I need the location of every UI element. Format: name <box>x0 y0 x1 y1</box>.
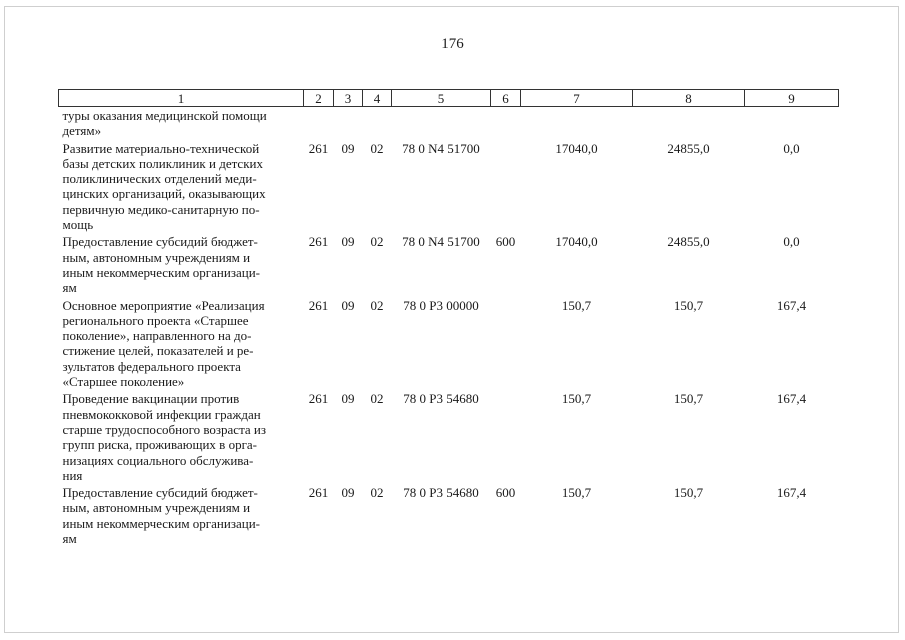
name-line: пневмококковой инфекции граждан <box>62 406 261 422</box>
grbs-cell: 261 <box>308 297 329 313</box>
grbs-cell: 261 <box>308 140 329 156</box>
vr-cell: 600 <box>495 234 516 250</box>
name-line: Основное мероприятие «Реализация <box>62 297 265 313</box>
rz-cell: 09 <box>341 140 355 156</box>
rz-cell: 09 <box>341 485 355 501</box>
name-line: низациях социального обслужива- <box>62 452 254 468</box>
rz-cell: 09 <box>341 234 355 250</box>
grbs-cell: 261 <box>308 234 329 250</box>
name-line: иным некоммерческим организаци- <box>62 264 260 280</box>
csr-cell: 78 0 P3 54680 <box>403 391 479 407</box>
value-cell: 0,0 <box>783 234 800 250</box>
name-line: Предоставление субсидий бюджет- <box>62 234 258 250</box>
col-header: 1 <box>59 90 304 107</box>
value-cell: 17040,0 <box>555 234 598 250</box>
value-cell: 167,4 <box>776 297 807 313</box>
name-line: групп риска, проживающих в орга- <box>62 437 257 453</box>
name-line: ям <box>62 531 77 547</box>
row-name <box>59 232 304 295</box>
csr-cell: 78 0 N4 51700 <box>402 140 480 156</box>
value-cell: 24855,0 <box>667 234 710 250</box>
name-line: зультатов федерального проекта <box>62 358 241 374</box>
pr-cell: 02 <box>370 297 384 313</box>
value-cell: 167,4 <box>776 485 807 501</box>
row-name <box>59 107 304 139</box>
name-line: поколение», направленного на до- <box>62 328 252 344</box>
value-cell: 150,7 <box>561 485 592 501</box>
value-cell <box>521 107 633 139</box>
rz-cell: 09 <box>341 391 355 407</box>
grbs-cell: 261 <box>308 391 329 407</box>
value-cell: 17040,0 <box>555 140 598 156</box>
table-row <box>59 389 839 483</box>
csr-cell: 78 0 N4 51700 <box>402 234 480 250</box>
col-header: 2 <box>304 90 334 107</box>
value-cell: 150,7 <box>561 391 592 407</box>
page-number: 176 <box>441 36 464 52</box>
name-line: Проведение вакцинации против <box>62 391 240 407</box>
name-line: первичную медико-санитарную по- <box>62 201 260 217</box>
pr-cell: 02 <box>370 391 384 407</box>
csr-cell <box>392 107 491 139</box>
name-line: мощь <box>62 217 94 233</box>
name-line: стижение целей, показателей и ре- <box>62 343 254 359</box>
vr-cell <box>491 296 521 390</box>
name-line: цинских организаций, оказывающих <box>62 186 266 202</box>
pr-cell <box>363 107 392 139</box>
pr-cell: 02 <box>370 485 384 501</box>
row-name <box>59 296 304 390</box>
pr-cell: 02 <box>370 234 384 250</box>
value-cell <box>745 107 839 139</box>
name-line: Предоставление субсидий бюджет- <box>62 485 258 501</box>
csr-cell: 78 0 P3 00000 <box>403 297 479 313</box>
rz-cell <box>334 107 363 139</box>
vr-cell: 600 <box>495 485 516 501</box>
name-line: детям» <box>62 123 102 139</box>
pr-cell: 02 <box>370 140 384 156</box>
col-header: 9 <box>745 90 839 107</box>
name-line: ния <box>62 467 83 483</box>
name-line: ям <box>62 280 77 296</box>
col-header: 8 <box>633 90 745 107</box>
value-cell: 150,7 <box>673 297 704 313</box>
budget-table <box>58 89 839 546</box>
row-name <box>59 139 304 233</box>
name-line: ным, автономным учреждениям и <box>62 500 251 516</box>
col-header: 3 <box>334 90 363 107</box>
col-header: 5 <box>392 90 491 107</box>
name-line: регионального проекта «Старшее <box>62 312 249 328</box>
value-cell: 150,7 <box>673 391 704 407</box>
value-cell: 0,0 <box>783 140 800 156</box>
row-name <box>59 389 304 483</box>
col-header: 4 <box>363 90 392 107</box>
table-row <box>59 139 839 233</box>
value-cell: 150,7 <box>561 297 592 313</box>
rz-cell: 09 <box>341 297 355 313</box>
col-header: 7 <box>521 90 633 107</box>
col-header: 6 <box>491 90 521 107</box>
header-row <box>59 90 839 107</box>
name-line: поликлинических отделений меди- <box>62 171 257 187</box>
table-row <box>59 232 839 295</box>
vr-cell <box>491 139 521 233</box>
grbs-cell <box>304 107 334 139</box>
table-row <box>59 483 839 546</box>
name-line: иным некоммерческим организаци- <box>62 515 260 531</box>
name-line: ным, автономным учреждениям и <box>62 249 251 265</box>
name-line: базы детских поликлиник и детских <box>62 155 263 171</box>
name-line: Развитие материально-технической <box>62 140 260 156</box>
name-line: старше трудоспособного возраста из <box>62 421 267 437</box>
value-cell: 167,4 <box>776 391 807 407</box>
grbs-cell: 261 <box>308 485 329 501</box>
value-cell: 150,7 <box>673 485 704 501</box>
row-name <box>59 483 304 546</box>
vr-cell <box>491 107 521 139</box>
csr-cell: 78 0 P3 54680 <box>403 485 479 501</box>
table-row <box>59 107 839 139</box>
name-line: «Старшее поколение» <box>62 374 185 390</box>
table-row <box>59 296 839 390</box>
name-line: туры оказания медицинской помощи <box>62 108 267 123</box>
vr-cell <box>491 389 521 483</box>
value-cell: 24855,0 <box>667 140 710 156</box>
value-cell <box>633 107 745 139</box>
